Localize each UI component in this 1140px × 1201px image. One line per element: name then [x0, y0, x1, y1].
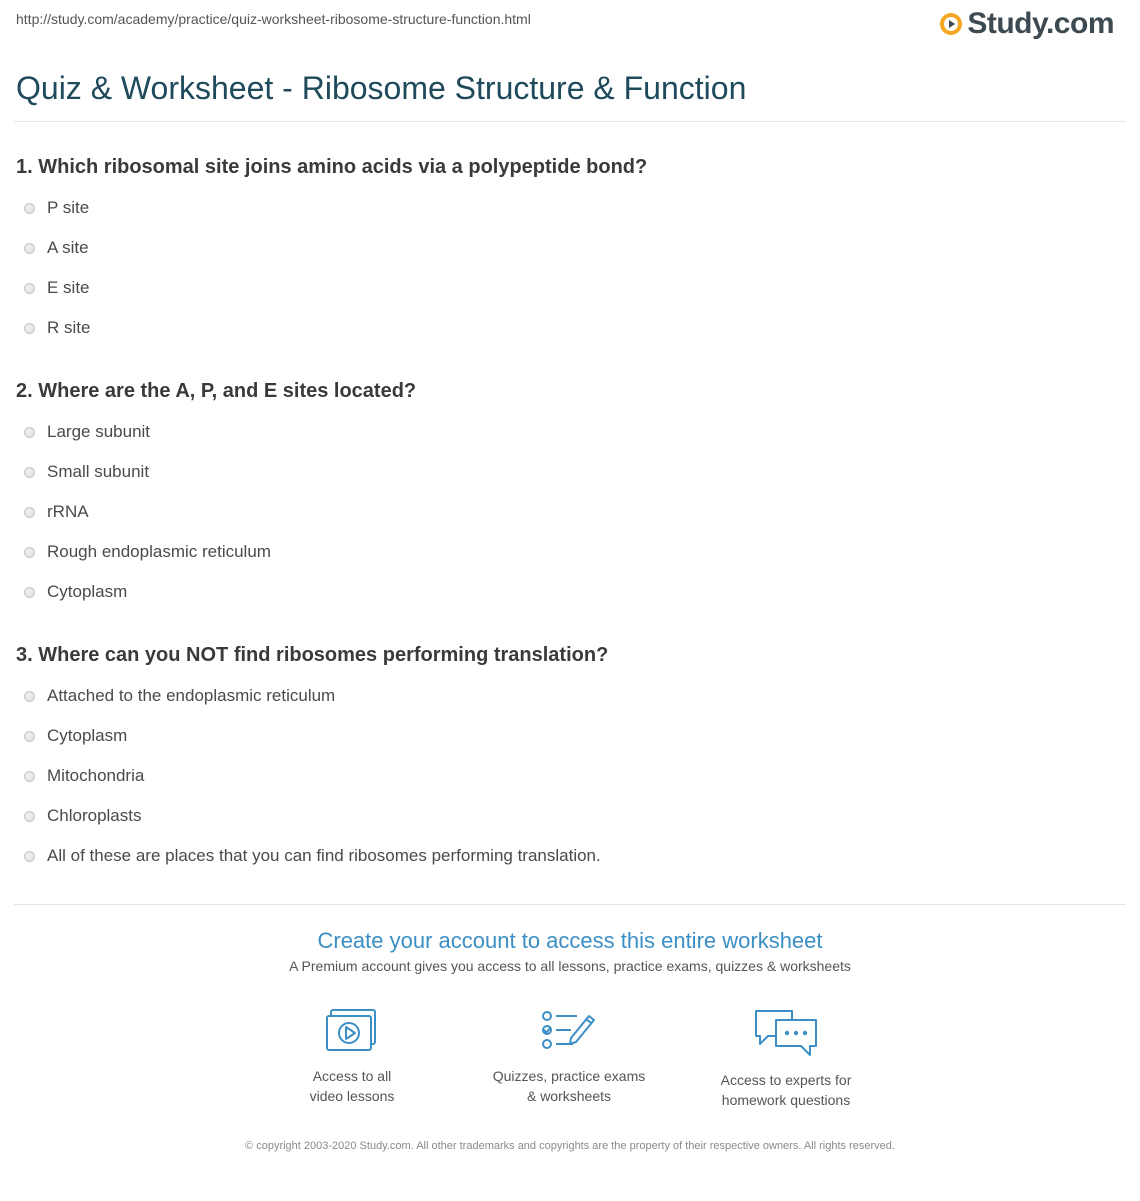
answer-option[interactable]: [24, 542, 271, 562]
option-label: A site: [47, 238, 89, 257]
radio-button[interactable]: [24, 731, 35, 742]
answer-option[interactable]: [24, 686, 335, 706]
option-label: Cytoplasm: [47, 582, 128, 601]
page-url[interactable]: http://study.com/academy/practice/quiz-worksheet-ribosome-structure-function.html: [16, 11, 531, 27]
title-divider: [14, 121, 1126, 122]
play-logo-icon: [939, 12, 963, 36]
feature-label-line: Quizzes, practice exams: [492, 1068, 646, 1084]
answer-option[interactable]: [24, 318, 90, 338]
study-logo[interactable]: [939, 7, 1114, 41]
page-title: Quiz & Worksheet - Ribosome Structure & Function: [16, 70, 747, 106]
answer-option[interactable]: [24, 846, 601, 866]
radio-button[interactable]: [24, 243, 35, 254]
option-label: Small subunit: [47, 462, 150, 481]
answer-option[interactable]: [24, 238, 89, 258]
feature-label-line: video lessons: [309, 1088, 395, 1104]
logo-text: Study.com: [967, 7, 1114, 40]
feature-label: [252, 1066, 452, 1106]
radio-button[interactable]: [24, 427, 35, 438]
video-lesson-icon: [325, 1008, 379, 1054]
radio-button[interactable]: [24, 587, 35, 598]
answer-option[interactable]: [24, 806, 142, 826]
radio-button[interactable]: [24, 547, 35, 558]
answer-option[interactable]: [24, 502, 89, 522]
radio-button[interactable]: [24, 203, 35, 214]
feature-video-lessons: [252, 1008, 452, 1106]
radio-button[interactable]: [24, 691, 35, 702]
answer-option[interactable]: [24, 462, 149, 482]
top-bar: [0, 0, 1140, 50]
cta-subtitle: A Premium account gives you access to all lessons, practice exams, quizzes & worksheets: [289, 958, 851, 974]
option-label: All of these are places that you can find ribosomes performing translation.: [47, 846, 601, 865]
answer-option[interactable]: [24, 278, 90, 298]
feature-quizzes: [469, 1008, 669, 1106]
cta-divider: [14, 904, 1126, 905]
radio-button[interactable]: [24, 851, 35, 862]
radio-button[interactable]: [24, 507, 35, 518]
feature-label: [469, 1066, 669, 1106]
feature-experts: [686, 1008, 886, 1110]
option-label: Attached to the endoplasmic reticulum: [47, 686, 336, 705]
question-1: 1. Which ribosomal site joins amino acids via a polypeptide bond?: [16, 156, 648, 178]
option-label: Cytoplasm: [47, 726, 128, 745]
radio-button[interactable]: [24, 811, 35, 822]
option-label: Chloroplasts: [47, 806, 142, 825]
radio-button[interactable]: [24, 467, 35, 478]
option-label: Large subunit: [47, 422, 151, 441]
feature-label-line: Access to all: [312, 1068, 392, 1084]
option-label: R site: [47, 318, 91, 337]
radio-button[interactable]: [24, 283, 35, 294]
answer-option[interactable]: [24, 422, 150, 442]
question-2: 2. Where are the A, P, and E sites located?: [16, 380, 417, 402]
quiz-checklist-icon: [541, 1008, 597, 1054]
answer-option[interactable]: [24, 582, 127, 602]
feature-label-line: Access to experts for: [720, 1072, 852, 1088]
option-label: E site: [47, 278, 90, 297]
option-label: Mitochondria: [47, 766, 145, 785]
feature-label-line: & worksheets: [526, 1088, 612, 1104]
create-account-link[interactable]: Create your account to access this entire worksheet: [317, 928, 823, 953]
answer-option[interactable]: [24, 766, 144, 786]
option-label: Rough endoplasmic reticulum: [47, 542, 271, 561]
radio-button[interactable]: [24, 323, 35, 334]
answer-option[interactable]: [24, 198, 89, 218]
feature-label-line: homework questions: [721, 1092, 851, 1108]
option-label: rRNA: [47, 502, 89, 521]
chat-bubbles-icon: [754, 1008, 818, 1058]
question-3: 3. Where can you NOT find ribosomes performing translation?: [16, 644, 609, 666]
radio-button[interactable]: [24, 771, 35, 782]
answer-option[interactable]: [24, 726, 127, 746]
copyright-notice: © copyright 2003-2020 Study.com. All other trademarks and copyrights are the property of their respective owners. All rights reserved.: [245, 1140, 895, 1152]
option-label: P site: [47, 198, 90, 217]
feature-label: [686, 1070, 886, 1110]
